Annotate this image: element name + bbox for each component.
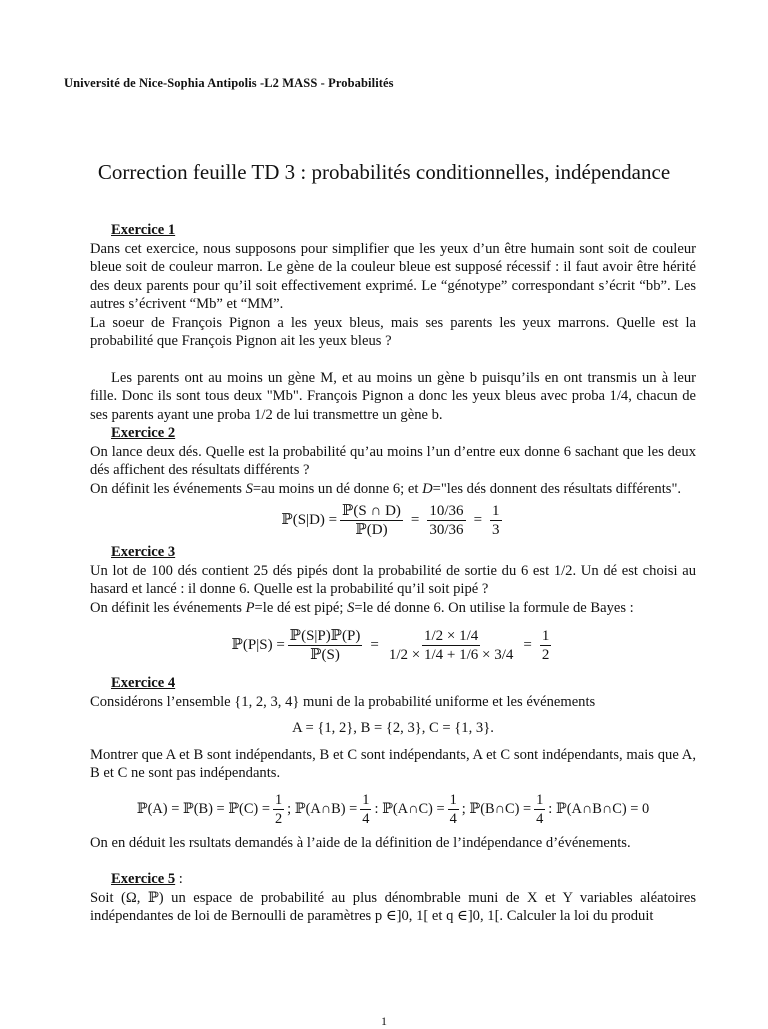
exercise-4-formula: ℙ(A) = ℙ(B) = ℙ(C) = $\frac{1}{2}$ ; ℙ(A∩B) = $\frac{1}{4}$ : ℙ(A∩C) = $\frac{1}{4}$ ; ℙ(B∩C) = $\frac{1}{4}$ : ℙ(A∩B∩C) = 0 xyxy=(136,791,650,827)
exercise-5-heading: Exercice 5 xyxy=(111,871,176,887)
exercise-5-statement: Soit (Ω, ℙ) un espace de probabilité au plus dénombrable muni de X et Y variables aléatoires indépendantes de loi de Bernoulli de paramètres p ∈]0, 1[ et q ∈]0, 1[. Calculer la loi du produit xyxy=(90,889,696,924)
exercise-2-statement: On lance deux dés. Quelle est la probabilité qu’au moins l’un d’entre eux donne 6 sachant que les deux dés affichent des résultats différents ? xyxy=(90,443,696,478)
exercise-2-definitions: On définit les événements S=au moins un dé donne 6; et D="les dés donnent des résultats différents". xyxy=(90,480,682,497)
exercise-3-heading: Exercice 3 xyxy=(111,544,176,560)
university-header: Université de Nice-Sophia Antipolis -L2 MASS - Probabilités xyxy=(64,76,394,90)
exercise-2-heading: Exercice 2 xyxy=(111,425,176,441)
exercise-3-statement: Un lot de 100 dés contient 25 dés pipés dont la probabilité de sortie du 6 est 1/2. Un dé est choisi au hasard et lancé : il donne 6. Quelle est la probabilité qu’il soit pipé ? xyxy=(90,562,696,597)
exercise-1-solution: Les parents ont au moins un gène M, et au moins un gène b puisqu’ils en ont transmis un à leur fille. Donc ils sont tous deux "Mb". François Pignon a donc les yeux bleus avec proba 1/4, chacun de ses parents ayant une proba 1/2 de lui transmettre un gène b. xyxy=(90,369,696,423)
document-title: Correction feuille TD 3 : probabilités conditionnelles, indépendance xyxy=(97,160,671,184)
exercise-4-heading: Exercice 4 xyxy=(111,675,176,691)
exercise-1-heading: Exercice 1 xyxy=(111,222,176,238)
exercise-1-statement: Dans cet exercice, nous supposons pour simplifier que les yeux d’un être humain sont soit de couleur bleue soit de couleur marron. Le gène de la couleur bleue est supposé récessif : il faut avoir être hérité des deux parents pour qu’il soit effectivement exprimé. Le “génotype” correspondant s’écrit “bb”. Les autres s’écrivent “Mb” et “MM”. xyxy=(90,240,696,312)
exercise-3-bayes-formula: ℙ(P|S) = $\frac{\text{ℙ(S|P)ℙ(P)}}{\text{ℙ(S)}}$ = $\frac{1/2 \times 1/4}{1/2 \times 1/4 + 1/6 \times 3/4}$ = $\frac{1}{2}$ xyxy=(231,628,550,663)
page-number: 1 xyxy=(381,1014,387,1028)
exercise-3-definitions: On définit les événements P=le dé est pipé; S=le dé donne 6. On utilise la formule de Bayes : xyxy=(90,599,634,616)
exercise-4-statement: Considérons l’ensemble {1, 2, 3, 4} muni de la probabilité uniforme et les événements xyxy=(90,693,596,710)
exercise-2-formula: ℙ(S|D) = $\frac{\text{ℙ(S ∩ D)}}{\text{ℙ(D)}}$ = $\frac{10/36}{30/36}$ = $\frac{1}{3}$ xyxy=(281,503,500,538)
exercise-4-question: Montrer que A et B sont indépendants, B et C sont indépendants, A et C sont indépendants, mais que A, B et C ne sont pas indépendants. xyxy=(90,746,696,781)
exercise-4-sets: A = {1, 2}, B = {2, 3}, C = {1, 3}. xyxy=(292,720,494,736)
exercise-4-conclusion: On en déduit les rsultats demandés à l’aide de la définition de l’indépendance d’événements. xyxy=(90,834,631,851)
document-body: Exercice 1 Dans cet exercice, nous supposons pour simplifier que les yeux d’un être humain sont soit de couleur bleue soit de couleur marron. Le gène de la couleur bleue est supposé récessif : il faut avoir être hérité des deux parents pour qu’il soit effectivement exprimé. Le “génotype” correspondant s’écrit “bb”. Les autres s’écrivent “Mb” et “MM”. La soeur de François Pignon a les yeux bleus, mais ses parents les yeux marrons. Quelle est la probabilité que François Pignon ait les yeux bleus ? Les parents ont au moins un gène M, et au moins un gène b puisqu’ils en ont transmis un à leur fille. Donc ils sont tous deux "Mb". François Pignon a donc les yeux bleus avec proba 1/4, chacun de ses parents ayant une proba 1/2 de lui transmettre un gène b. Exercice 2 On lance deux dés. Quelle est la probabilité qu’au moins l’un d’entre eux donne 6 sachant que les deux dés affichent des résultats différents ? On définit les événements S=au moins un dé donne 6; et D="les dés donnent des résultats différents". ℙ(S|D) = $\frac{\text{ℙ(S ∩ D)}}{\text{ℙ(D)}}$ = $\frac{10/36}{30/36}$ = $\frac{1}{3}$ Exercice 3 Un lot de 100 dés contient 25 dés pipés dont la probabilité de sortie du 6 est 1/2. Un dé est choisi au hasard et lancé : il donne 6. Quelle est la probabilité qu’il soit pipé ? On définit les événements P=le dé est pipé; S=le dé donne 6. On utilise la formule de Bayes : ℙ(P|S) = $\frac{\text{ℙ(S|P)ℙ(P)}}{\text{ℙ(S)}}$ = $\frac{1/2 \times 1/4}{1/2 \times 1/4 + 1/6 \times 3/4}$ = $\frac{1}{2}$ Exercice 4 Considérons l’ensemble {1, 2, 3, 4} muni de la probabilité uniforme et les événements A = {1, 2}, B = {2, 3}, C = {1, 3}. Montrer que A et B sont indépendants, B et C sont indépendants, A et C sont indépendants, mais que A, B et C ne sont pas indépendants. ℙ(A) = ℙ(B) = ℙ(C) = $\frac{1}{2}$ ; ℙ(A∩B) = $\frac{1}{4}$ : ℙ(A∩C) = $\frac{1}{4}$ ; ℙ(B∩C) = $\frac{1}{4}$ : ℙ(A∩B∩C) = 0 On en déduit les rsultats demandés à l’aide de la définition de l’indépendance d’événements. Exercice 5 : Soit (Ω, ℙ) un espace de probabilité au plus dénombrable muni de X et Y variables aléatoires indépendantes de loi de Bernoulli de paramètres p ∈]0, 1[ et q ∈]0, 1[. Calculer la loi du produit xyxy=(90,222,696,924)
exercise-1-question: La soeur de François Pignon a les yeux bleus, mais ses parents les yeux marrons. Quelle est la probabilité que François Pignon ait les yeux bleus ? xyxy=(90,314,696,349)
